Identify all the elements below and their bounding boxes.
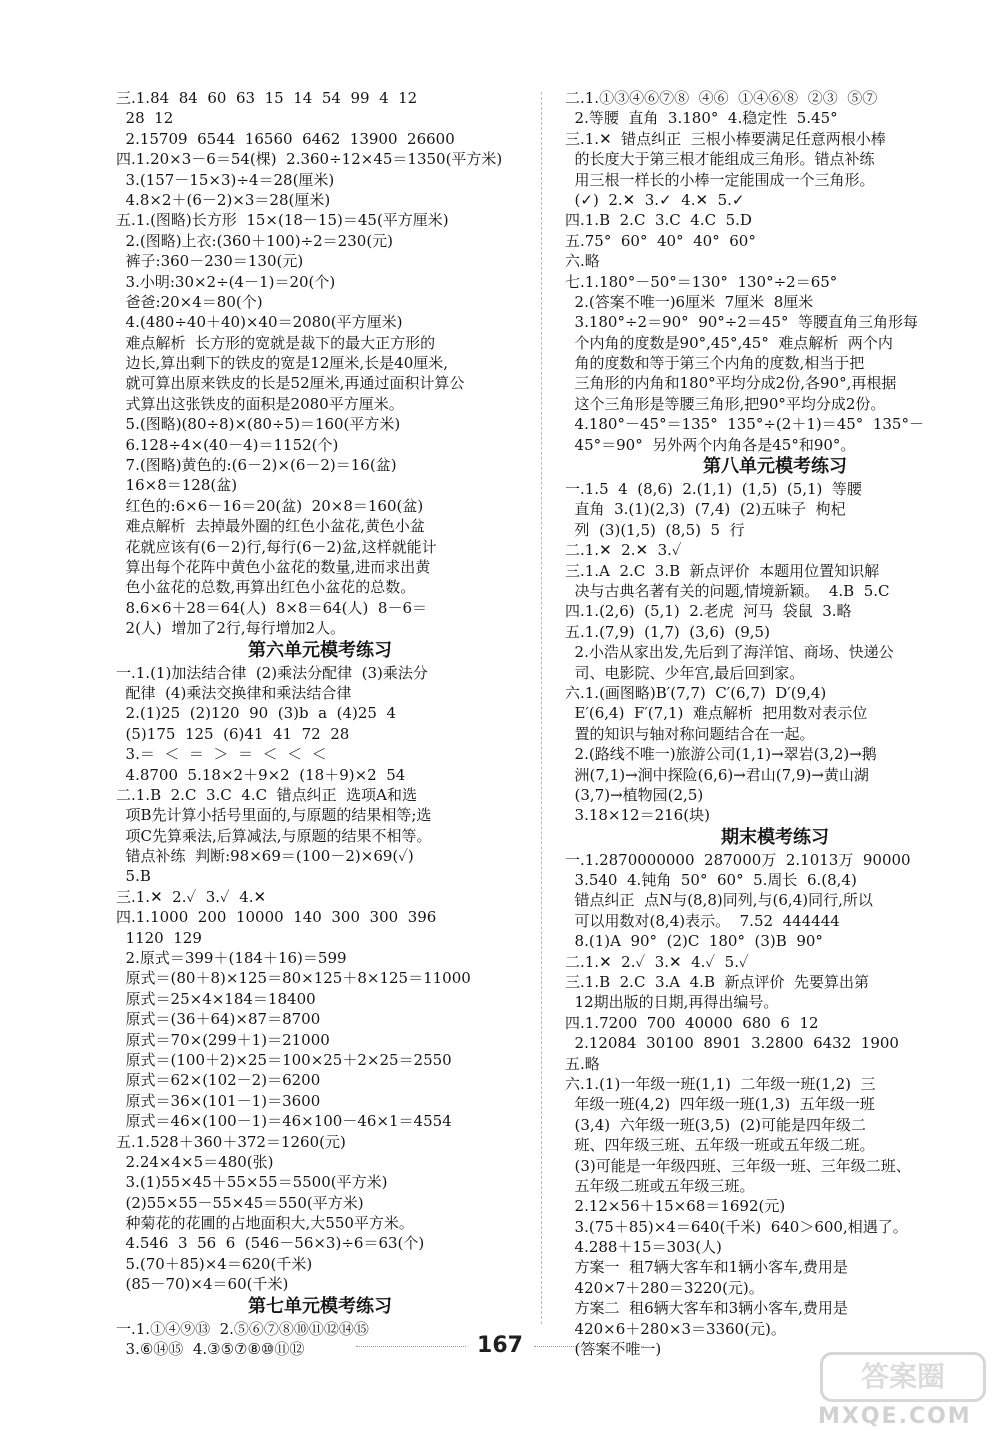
section-heading: 第六单元模考练习 [248,639,392,661]
answer-line: 2.小浩从家出发,先后到了海洋馆、商场、快递公 [565,643,894,662]
answer-line: 二.1.B 2.C 3.C 4.C 错点纠正 选项A和选 [116,785,417,804]
answer-line: 3.180°÷2＝90° 90°÷2＝45° 等腰直角三角形每 [565,313,919,332]
answer-line: 难点解析 长方形的宽就是裁下的最大正方形的 [116,333,436,352]
answer-line: 原式＝62×(102－2)＝6200 [116,1071,321,1090]
answer-line: 28 12 [116,109,174,128]
answer-line: 五.1.(7,9) (1,7) (3,6) (9,5) [565,622,770,641]
section-heading: 第七单元模考练习 [248,1295,392,1317]
answer-line: 三.1.✕ 2.✓ 3.✓ 4.✕ [116,887,267,906]
answer-line: 红色的:6×6－16＝20(盆) 20×8＝160(盆) [116,496,424,515]
answer-line: 420×6＋280×3＝3360(元)。 [565,1319,786,1338]
answer-line: 2.12084 30100 8901 3.2800 6432 1900 [565,1034,899,1053]
answer-line: 方案二 租6辆大客车和3辆小客车,费用是 [565,1299,848,1318]
answer-line: (5)175 125 (6)41 41 72 28 [116,724,350,743]
answer-line: 置的知识与轴对称问题结合在一起。 [565,724,815,743]
answer-line: (答案不唯一) [565,1340,662,1359]
answer-line: 3.(75＋85)×4＝640(千米) 640＞600,相遇了。 [565,1217,908,1236]
answer-line: 一.1.①④⑨⑬ 2.⑤⑥⑦⑧⑩⑪⑫⑭⑮ [116,1319,369,1338]
answer-line: 色小盆花的总数,再算出红色小盆花的总数。 [116,578,416,597]
answer-line: 四.1.7200 700 40000 680 6 12 [565,1013,819,1032]
answer-line: 3.(157－15×3)÷4＝28(厘米) [116,170,335,189]
answer-line: 难点解析 去掉最外圈的红色小盆花,黄色小盆 [116,517,425,536]
answer-line: 2.24×4×5＝480(张) [116,1152,274,1171]
answer-line: (3)可能是一年级四班、三年级一班、三年级二班、 [565,1156,911,1175]
answer-line: 4.(480÷40＋40)×40＝2080(平方厘米) [116,313,403,332]
answer-line: 方案一 租7辆大客车和1辆小客车,费用是 [565,1258,848,1277]
page-number: 167 [470,1331,530,1361]
answer-line: 班、四年级三班、五年级一班或五年级二班。 [565,1136,875,1155]
answer-line: 2.原式＝399＋(184＋16)＝599 [116,949,347,968]
answer-line: 洲(7,1)→涧中探险(6,6)→君山(7,9)→黄山湖 [565,765,869,784]
answer-line: 错点纠正 点N与(8,8)同列,与(6,4)同行,所以 [565,891,873,910]
answer-line: 就可算出原来铁皮的长是52厘米,再通过面积计算公 [116,374,465,393]
answer-line: 直角 3.(1)(2,3) (7,4) (2)五味子 枸杞 [565,500,846,519]
section-heading: 期末模考练习 [721,826,829,848]
answer-line: 可以用数对(8,4)表示。 7.52 444444 [565,911,840,930]
answer-line: 五.1.528＋360＋372＝1260(元) [116,1132,346,1151]
answer-line: 原式＝46×(100－1)＝46×100－46×1＝4554 [116,1112,452,1131]
answer-line: 1120 129 [116,928,202,947]
answer-line: 5.B [116,867,151,886]
answer-line: 5.(图略)(80÷8)×(80÷5)＝160(平方米) [116,415,401,434]
answer-line: (✓) 2.✕ 3.✓ 4.✕ 5.✓ [565,190,745,209]
answer-line: 2.(答案不唯一)6厘米 7厘米 8厘米 [565,292,814,311]
answer-line: 三.1.A 2.C 3.B 新点评价 本题用位置知识解 [565,561,880,580]
answer-line: 裤子:360－230＝130(元) [116,252,304,271]
answer-line: 个内角的度数是90°,45°,45° 难点解析 两个内 [565,333,893,352]
answer-line: 2.12×56＋15×68＝1692(元) [565,1197,786,1216]
answer-line: 3.＝ ＜ ＝ ＞ ＝ ＜ ＜ ＜ [116,745,327,764]
answer-line: (3,7)→植物园(2,5) [565,785,704,804]
answer-line: 一.1.(1)加法结合律 (2)乘法分配律 (3)乘法分 [116,663,428,682]
answer-line: 四.1.B 2.C 3.C 4.C 5.D [565,211,752,230]
answer-line: 一.1.2870000000 287000万 2.1013万 90000 [565,850,911,869]
answer-line: 5.(70＋85)×4＝620(千米) [116,1254,313,1273]
answer-line: 五.略 [565,1054,600,1073]
answer-line: 边长,算出剩下的铁皮的宽是12厘米,长是40厘米, [116,354,449,373]
answer-line: 二.1.①③④⑥⑦⑧ ④⑥ ①④⑥⑧ ②③ ⑤⑦ [565,89,878,107]
answer-line: 四.1.(2,6) (5,1) 2.老虎 河马 袋鼠 3.略 [565,602,852,621]
answer-line: 2.(图略)上衣:(360＋100)÷2＝230(元) [116,231,394,250]
answer-line: 三.1.✕ 错点纠正 三根小棒要满足任意两根小棒 [565,129,886,148]
answer-line: 错点补练 判断:98×69＝(100－2)×69(✓) [116,847,414,866]
answer-line: 的长度大于第三根才能组成三角形。错点补练 [565,150,875,169]
answer-line: 2.(路线不唯一)旅游公司(1,1)→翠岩(3,2)→鹅 [565,745,877,764]
answer-line: 原式＝25×4×184＝18400 [116,989,316,1008]
answer-line: 原式＝(36＋64)×87＝8700 [116,1010,321,1029]
answer-line: 这个三角形是等腰三角形,把90°平均分成2份。 [565,394,886,413]
answer-line: 决与古典名著有关的问题,情境新颖。 4.B 5.C [565,581,890,600]
answer-line: 角的度数和等于第三个内角的度数,相当于把 [565,354,865,373]
answer-line: 原式＝(80＋8)×125＝80×125＋8×125＝11000 [116,969,471,988]
answer-line: 16×8＝128(盆) [116,476,238,495]
answer-line: 原式＝(100＋2)×25＝100×25＋2×25＝2550 [116,1050,452,1069]
answer-line: 3.18×12＝216(块) [565,806,710,825]
answer-line: 原式＝70×(299＋1)＝21000 [116,1030,330,1049]
answer-line: 五.75° 60° 40° 40° 60° [565,231,756,250]
answer-line: 6.128÷4×(40－4)＝1152(个) [116,435,339,454]
answer-line: 配律 (4)乘法交换律和乘法结合律 [116,683,352,702]
answer-line: 3.小明:30×2÷(4－1)＝20(个) [116,272,336,291]
answer-line: 8.(1)A 90° (2)C 180° (3)B 90° [565,932,823,951]
answer-line: 原式＝36×(101－1)＝3600 [116,1091,321,1110]
right-answer-column [565,88,985,1359]
answer-line: 45°＝90° 另外两个内角各是45°和90°。 [565,435,856,454]
section-heading: 第八单元模考练习 [703,456,847,478]
answer-line: 7.(图略)黄色的:(6－2)×(6－2)＝16(盆) [116,456,397,475]
answer-line: 2.(1)25 (2)120 90 (3)b a (4)25 4 [116,704,397,723]
answer-line: 三.1.84 84 60 63 15 14 54 99 4 12 [116,89,418,107]
answer-line: 4.546 3 56 6 (546－56×3)÷6＝63(个) [116,1234,425,1253]
answer-line: 二.1.✕ 2.✓ 3.✕ 4.✓ 5.✓ [565,952,749,971]
answer-line: 项C先算乘法,后算减法,与原题的结果不相等。 [116,826,432,845]
answer-line: 四.1.1000 200 10000 140 300 300 396 [116,908,437,927]
answer-line: 4.288＋15＝303(人) [565,1238,722,1257]
watermark-logo: 答案圈 [820,1352,986,1402]
column-divider [541,92,542,1324]
answer-line: 一.1.5 4 (8,6) 2.(1,1) (1,5) (5,1) 等腰 [565,480,862,499]
answer-line: 三角形的内角和180°平均分成2份,各90°,再根据 [565,374,897,393]
answer-line: 六.略 [565,252,600,271]
answer-line: 4.8×2＋(6－2)×3＝28(厘米) [116,190,331,209]
answer-line: 列 (3)(1,5) (8,5) 5 行 [565,520,745,539]
answer-line: 项B先计算小括号里面的,与原题的结果相等;选 [116,806,432,825]
answer-line: (85－70)×4＝60(千米) [116,1275,289,1294]
answer-line: 二.1.✕ 2.✕ 3.✓ [565,541,682,560]
answer-line: 式算出这张铁皮的面积是2080平方厘米。 [116,394,404,413]
answer-line: 种菊花的花圃的占地面积大,大550平方米。 [116,1214,414,1233]
answer-line: 420×7＋280＝3220(元)。 [565,1278,764,1297]
answer-line: 4.8700 5.18×2＋9×2 (18＋9)×2 54 [116,765,406,784]
answer-line: 算出每个花阵中黄色小盆花的数量,进而求出黄 [116,557,431,576]
answer-line: 六.1.(1)一年级一班(1,1) 二年级一班(1,2) 三 [565,1074,876,1093]
answer-line: 4.180°－45°＝135° 135°÷(2＋1)＝45° 135°－ [565,415,924,434]
answer-line: 爸爸:20×4＝80(个) [116,292,263,311]
answer-line: 五.1.(图略)长方形 15×(18－15)＝45(平方厘米) [116,211,449,230]
answer-line: 七.1.180°－50°＝130° 130°÷2＝65° [565,272,838,291]
answer-line: 2.等腰 直角 3.180° 4.稳定性 5.45° [565,109,838,128]
answer-line: E′(6,4) F′(7,1) 难点解析 把用数对表示位 [565,704,868,723]
answer-line: (2)55×55－55×45＝550(平方米) [116,1193,364,1212]
watermark-url: MXQE.COM [818,1404,972,1429]
answer-line: 司、电影院、少年宫,最后回到家。 [565,663,805,682]
answer-line: 花就应该有(6－2)行,每行(6－2)盆,这样就能计 [116,537,437,556]
answer-line: 8.6×6＋28＝64(人) 8×8＝64(人) 8－6＝ [116,598,427,617]
answer-line: 三.1.B 2.C 3.A 4.B 新点评价 先要算出第 [565,973,870,992]
answer-line: 3.⑥⑭⑮ 4.③⑤⑦⑧⑩⑪⑫ [116,1340,305,1359]
answer-line: 2(人) 增加了2行,每行增加2人。 [116,619,346,638]
answer-line: (3,4) 六年级一班(3,5) (2)可能是四年级二 [565,1115,866,1134]
answer-line: 3.540 4.钝角 50° 60° 5.周长 6.(8,4) [565,871,857,890]
answer-line: 五年级二班或五年级三班。 [565,1176,755,1195]
left-answer-column [116,88,524,1359]
answer-line: 12期出版的日期,再得出编号。 [565,993,779,1012]
answer-line: 四.1.20×3－6＝54(棵) 2.360÷12×45＝1350(平方米) [116,150,503,169]
answer-line: 3.(1)55×45＋55×55＝5500(平方米) [116,1173,388,1192]
answer-line: 用三根一样长的小棒一定能围成一个三角形。 [565,170,875,189]
answer-line: 年级一班(4,2) 四年级一班(1,3) 五年级一班 [565,1095,875,1114]
answer-line: 2.15709 6544 16560 6462 13900 26600 [116,129,455,148]
answer-line: 六.1.(画图略)B′(7,7) C′(6,7) D′(9,4) [565,683,827,702]
